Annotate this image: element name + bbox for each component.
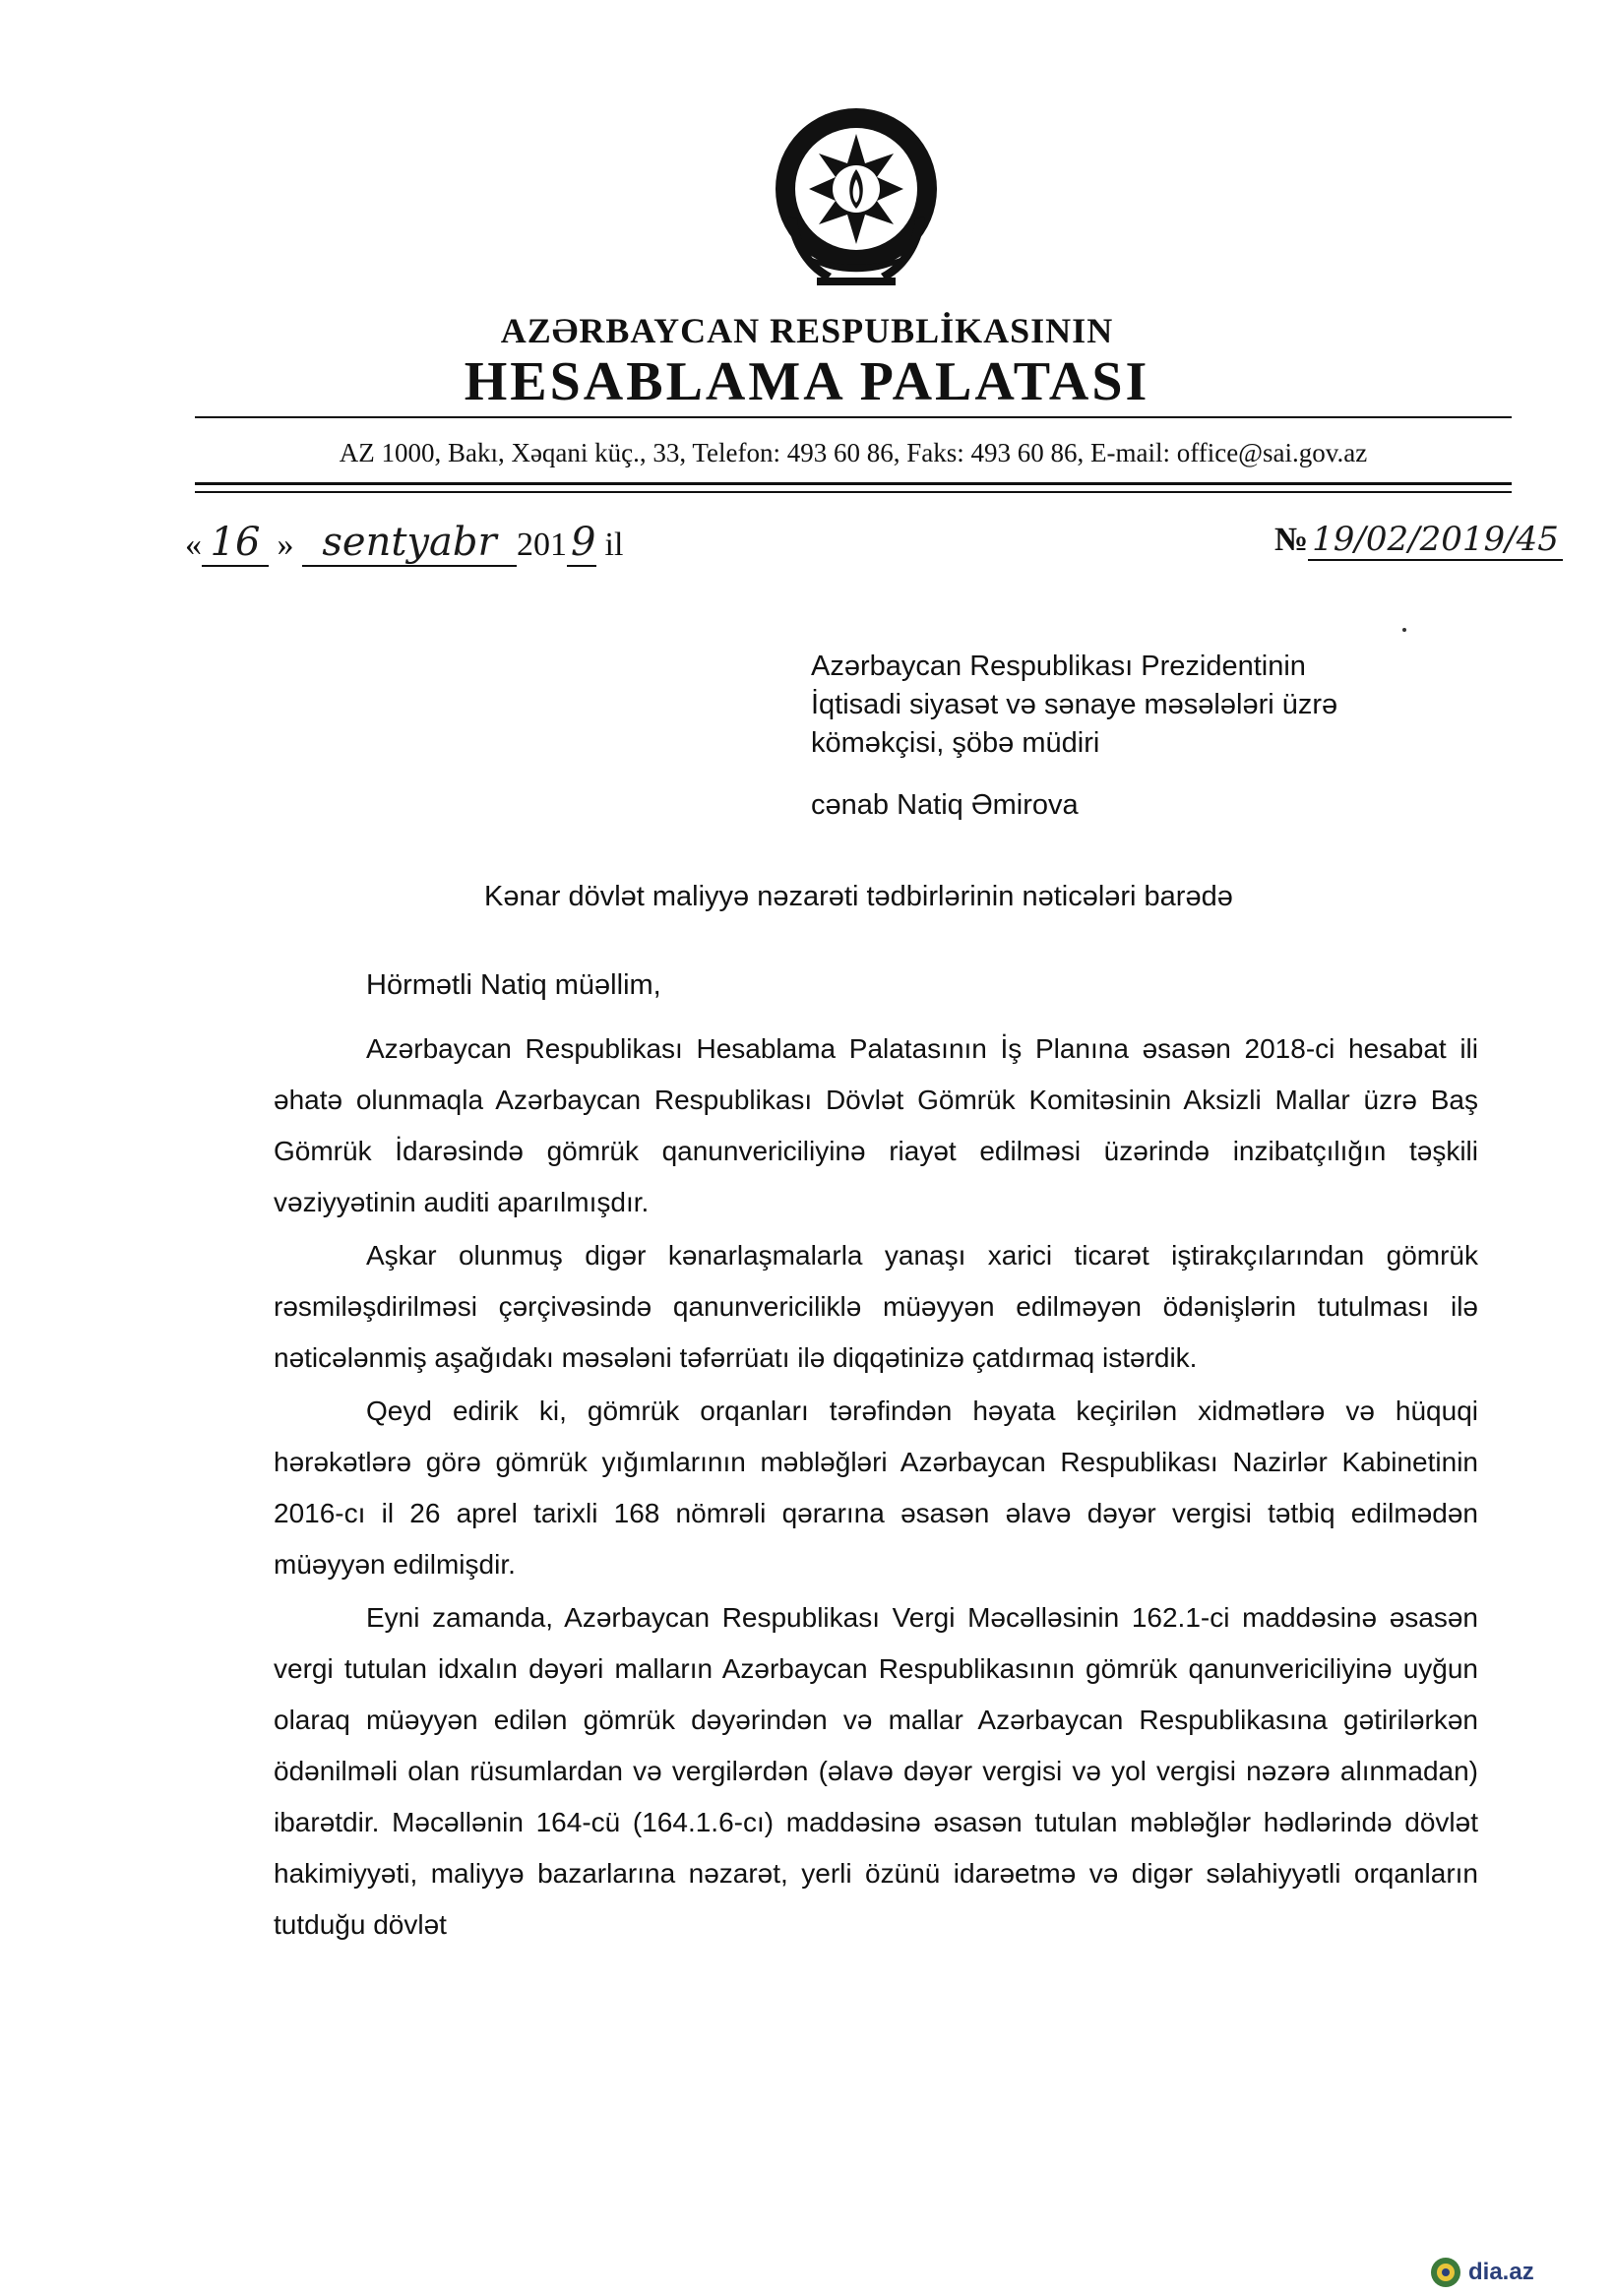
letter-body <box>274 1024 1478 1951</box>
salutation: Hörmətli Natiq müəllim, <box>366 969 661 1001</box>
dia-logo-icon <box>1429 2256 1462 2289</box>
letter-subject: Kənar dövlət maliyyə nəzarəti tədbirlərinin nəticələri barədə <box>484 881 1233 912</box>
stray-mark <box>1402 628 1406 632</box>
date-open-quote: « <box>185 527 202 563</box>
watermark-site: dia.az <box>1468 2259 1534 2285</box>
addressee-name: cənab Natiq Əmirova <box>811 789 1079 821</box>
organization-line-1: AZƏRBAYCAN RESPUBLİKASININ <box>500 311 1114 350</box>
date-line <box>185 520 623 567</box>
body-paragraph: Qeyd edirik ki, gömrük orqanları tərəfindən həyata keçirilən xidmətlərə və hüquqi hərəkətlərə görə gömrük yığımlarının məbləğləri Azərbaycan Respublikası Nazirlər Kabinetinin 2016-cı il 26 aprel tarixli 168 nömrəli qərarına əsasən əlavə dəyər vergisi tətbiq edilmədən müəyyən edilmişdir. <box>274 1396 1478 1580</box>
header-rule-bottom-2 <box>195 491 1512 493</box>
state-emblem-icon <box>758 98 955 305</box>
contact-line: AZ 1000, Bakı, Xəqani küç., 33, Telefon: 493 60 86, Faks: 493 60 86, E-mail: office@sai.gov.az <box>339 438 1368 467</box>
body-paragraph: Azərbaycan Respublikası Hesablama Palatasının İş Planına əsasən 2018-ci hesabat ili əhatə olunmaqla Azərbaycan Respublikası Dövlət Gömrük Komitəsinin Aksizli Mallar üzrə Baş Gömrük İdarəsində gömrük qanunvericiliyinə riayət edilməsi üzərində inzibatçılığın təşkili vəziyyətinin auditi aparılmışdır. <box>274 1033 1478 1217</box>
date-day: 16 <box>202 520 269 567</box>
body-paragraph: Eyni zamanda, Azərbaycan Respublikası Vergi Məcəlləsinin 162.1-ci maddəsinə əsasən vergi tutulan idxalın dəyəri malların Azərbaycan Respublikasının gömrük qanunvericiliyinə uyğun olaraq müəyyən edilən gömrük dəyərindən və mallar Azərbaycan Respublikasına gətirilərkən ödənilməli olan rüsumlardan və vergilərdən (əlavə dəyər vergisi və yol vergisi nəzərə alınmadan) ibarətdir. Məcəllənin 164-cü (164.1.6-cı) maddəsinə əsasən tutulan məbləğlər hədlərində dövlət hakimiyyəti, maliyyə bazarlarına nəzarət, yerli özünü idarəetmə və digər səlahiyyətli orqanların tutduğu dövlət <box>274 1602 1478 1940</box>
organization-name: HESABLAMA PALATASI <box>464 351 1150 412</box>
addressee-line-3: köməkçisi, şöbə müdiri <box>811 727 1100 759</box>
date-month: sentyabr <box>302 520 517 567</box>
addressee-line-2: İqtisadi siyasət və sənaye məsələləri üzrə <box>811 689 1338 720</box>
header-rule-bottom-1 <box>195 482 1512 485</box>
date-year-prefix: 201 <box>517 527 567 563</box>
date-year-digit: 9 <box>567 520 596 567</box>
date-close-quote: » <box>277 527 294 563</box>
document-number <box>1274 520 1563 561</box>
number-label: № <box>1274 522 1309 558</box>
addressee-block <box>811 648 1337 763</box>
date-suffix: il <box>604 527 624 563</box>
header-rule-top <box>195 416 1512 418</box>
number-value: 19/02/2019/45 <box>1308 520 1563 561</box>
body-paragraph: Aşkar olunmuş digər kənarlaşmalarla yanaşı xarici ticarət iştirakçılarından gömrük rəsmiləşdirilməsi çərçivəsində qanunvericiliklə müəyyən edilməyən ödənişlərin tutulması ilə nəticələnmiş aşağıdakı məsələni təfərrüatı ilə diqqətinizə çatdırmaq istərdik. <box>274 1240 1478 1373</box>
addressee-line-1: Azərbaycan Respublikası Prezidentinin <box>811 651 1306 682</box>
